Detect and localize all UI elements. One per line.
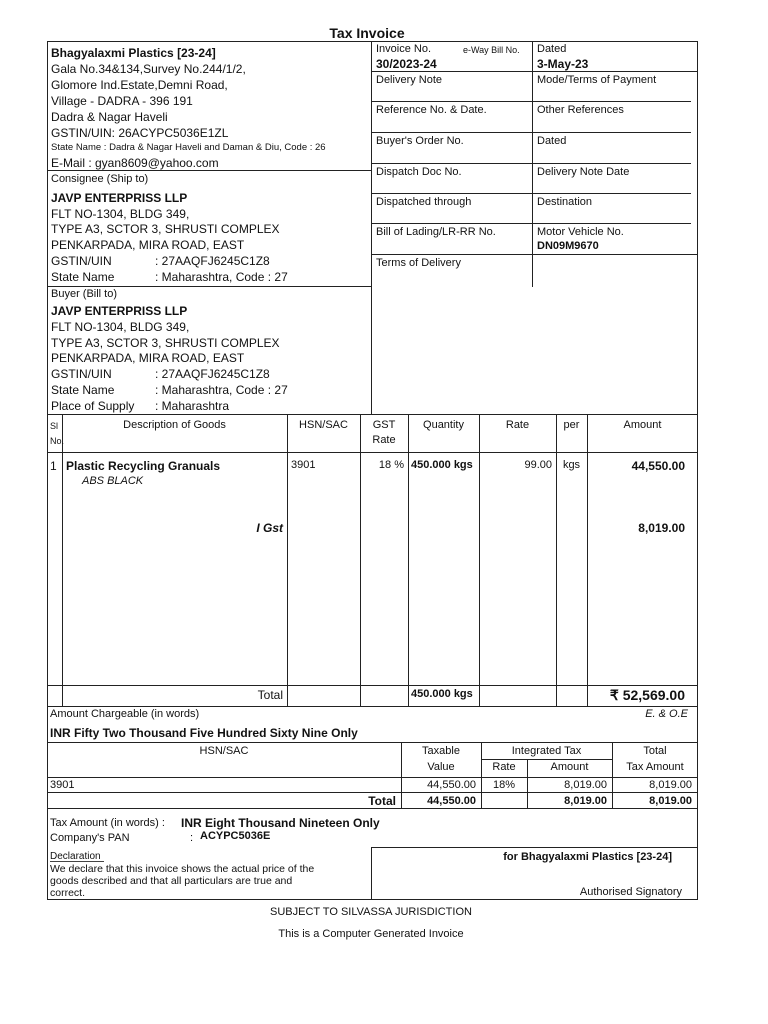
tax-words-label: Tax Amount (in words) : <box>50 817 165 829</box>
quantity-header: Quantity <box>423 419 464 431</box>
tax-row-taxable: 44,550.00 <box>427 779 476 791</box>
tax-total-taxable: 44,550.00 <box>427 795 476 807</box>
consignee-gstin-label: GSTIN/UIN <box>51 254 112 268</box>
tax-total-label: Total <box>368 794 396 808</box>
pan-colon: : <box>190 832 194 844</box>
amount-in-words: INR Fifty Two Thousand Five Hundred Sixty Nine Only <box>50 726 358 740</box>
tax-rate-header: Rate <box>492 761 516 773</box>
buyer-address-line: TYPE A3, SCTOR 3, SHRUSTI COMPLEX <box>51 336 280 350</box>
consignee-address-line: FLT NO-1304, BLDG 349, <box>51 207 190 221</box>
buyers-order-label: Buyer's Order No. <box>376 135 464 147</box>
gst-header: GST <box>372 419 396 431</box>
grand-total: ₹ 52,569.00 <box>609 687 685 703</box>
seller-name: Bhagyalaxmi Plastics [23-24] <box>51 46 216 60</box>
item-name: Plastic Recycling Granuals <box>66 459 221 473</box>
delivery-note-date-label: Delivery Note Date <box>537 166 630 178</box>
vehicle-number: DN09M9670 <box>537 240 599 252</box>
signature-company: for Bhagyalaxmi Plastics [23-24] <box>503 851 672 863</box>
declaration-line: We declare that this invoice shows the actual price of the <box>50 863 315 875</box>
invoice-date: 3-May-23 <box>537 57 589 71</box>
tax-in-words: INR Eight Thousand Nineteen Only <box>181 816 380 830</box>
item-sl: 1 <box>50 459 57 473</box>
item-hsn: 3901 <box>291 459 316 471</box>
buyer-place-of-supply-value: : Maharashtra <box>155 399 230 413</box>
seller-address-line: Village - DADRA - 396 191 <box>51 94 193 108</box>
total-quantity: 450.000 kgs <box>411 688 473 700</box>
total-header: Total <box>643 745 667 757</box>
sl-header: Sl <box>50 421 59 431</box>
declaration-line: correct. <box>50 887 86 899</box>
description-header: Description of Goods <box>123 419 226 431</box>
reference-label: Reference No. & Date. <box>376 104 487 116</box>
hsn-header: HSN/SAC <box>299 419 348 431</box>
terms-of-delivery-label: Terms of Delivery <box>376 257 461 269</box>
jurisdiction-note: SUBJECT TO SILVASSA JURISDICTION <box>270 906 472 918</box>
amount-words-label: Amount Chargeable (in words) <box>50 708 200 720</box>
buyer-state-value: : Maharashtra, Code : 27 <box>155 383 288 397</box>
taxable-value-header: Value <box>427 761 455 773</box>
buyer-gstin-label: GSTIN/UIN <box>51 367 112 381</box>
igst-label: I Gst <box>256 521 283 535</box>
dispatch-doc-label: Dispatch Doc No. <box>376 166 462 178</box>
consignee-gstin-value: : 27AAQFJ6245C1Z8 <box>155 254 270 268</box>
gst-rate-header: Rate <box>372 434 396 446</box>
mode-terms-label: Mode/Terms of Payment <box>537 74 657 86</box>
seller-email: E-Mail : gyan8609@yahoo.com <box>51 156 219 170</box>
seller-address-line: Glomore Ind.Estate,Demni Road, <box>51 78 228 92</box>
authorised-signatory: Authorised Signatory <box>579 886 682 898</box>
consignee-name: JAVP ENTERPRISS LLP <box>51 191 188 205</box>
tax-row-amount: 8,019.00 <box>564 779 607 791</box>
item-gst-rate: 18 % <box>378 459 404 471</box>
per-header: per <box>563 419 580 431</box>
rate-header: Rate <box>505 419 530 431</box>
sl-no-header: No. <box>50 436 65 446</box>
pan-number: ACYPC5036E <box>200 830 271 842</box>
buyer-heading: Buyer (Bill to) <box>51 288 118 300</box>
vehicle-label: Motor Vehicle No. <box>537 226 624 238</box>
integrated-tax-header: Integrated Tax <box>511 745 582 757</box>
eway-bill-label: e-Way Bill No. <box>463 45 520 55</box>
declaration-heading: Declaration <box>50 851 101 862</box>
consignee-address-line: PENKARPADA, MIRA ROAD, EAST <box>51 238 245 252</box>
igst-amount: 8,019.00 <box>638 521 685 535</box>
buyer-name: JAVP ENTERPRISS LLP <box>51 304 188 318</box>
declaration-line: goods described and that all particulars are true and <box>50 875 293 887</box>
total-label: Total <box>257 688 283 702</box>
bill-of-lading-label: Bill of Lading/LR-RR No. <box>376 226 496 238</box>
item-quantity: 450.000 kgs <box>411 459 473 471</box>
item-rate: 99.00 <box>524 459 552 471</box>
invoice-title: Tax Invoice <box>329 25 405 41</box>
tax-total-total: 8,019.00 <box>649 795 692 807</box>
buyer-place-of-supply-label: Place of Supply <box>51 399 135 413</box>
item-subtitle: ABS BLACK <box>82 475 144 487</box>
tax-row-rate: 18% <box>492 779 516 791</box>
tax-hsn-header: HSN/SAC <box>199 745 249 757</box>
buyer-gstin-value: : 27AAQFJ6245C1Z8 <box>155 367 270 381</box>
item-per: kgs <box>562 459 581 471</box>
dispatched-through-label: Dispatched through <box>376 196 472 208</box>
pan-label: Company's PAN <box>50 832 130 844</box>
dated-label: Dated <box>537 43 567 55</box>
tax-row-hsn: 3901 <box>50 779 75 791</box>
seller-gstin: GSTIN/UIN: 26ACYPC5036E1ZL <box>51 126 229 140</box>
consignee-state-label: State Name <box>51 270 115 284</box>
buyer-address-line: PENKARPADA, MIRA ROAD, EAST <box>51 351 245 365</box>
destination-label: Destination <box>537 196 593 208</box>
consignee-address-line: TYPE A3, SCTOR 3, SHRUSTI COMPLEX <box>51 222 280 236</box>
order-dated-label: Dated <box>537 135 567 147</box>
seller-address-line: Gala No.34&134,Survey No.244/1/2, <box>51 62 246 76</box>
eoe-label: E. & O.E <box>645 708 688 720</box>
invoice-no-label: Invoice No. <box>376 43 432 55</box>
total-tax-amount-header: Tax Amount <box>626 761 684 773</box>
tax-total-amount: 8,019.00 <box>564 795 607 807</box>
amount-header: Amount <box>623 419 662 431</box>
delivery-note-label: Delivery Note <box>376 74 443 86</box>
seller-state: State Name : Dadra & Nagar Haveli and Daman & Diu, Code : 26 <box>51 142 326 153</box>
tax-row-total: 8,019.00 <box>649 779 692 791</box>
seller-address-line: Dadra & Nagar Haveli <box>51 110 168 124</box>
computer-generated-note: This is a Computer Generated Invoice <box>278 928 464 940</box>
consignee-heading: Consignee (Ship to) <box>51 173 149 185</box>
item-amount: 44,550.00 <box>631 459 685 473</box>
invoice-no: 30/2023-24 <box>376 57 437 71</box>
other-references-label: Other References <box>537 104 624 116</box>
buyer-state-label: State Name <box>51 383 115 397</box>
consignee-state-value: : Maharashtra, Code : 27 <box>155 270 288 284</box>
buyer-address-line: FLT NO-1304, BLDG 349, <box>51 320 190 334</box>
tax-amount-header: Amount <box>550 761 589 773</box>
taxable-header: Taxable <box>422 745 460 757</box>
